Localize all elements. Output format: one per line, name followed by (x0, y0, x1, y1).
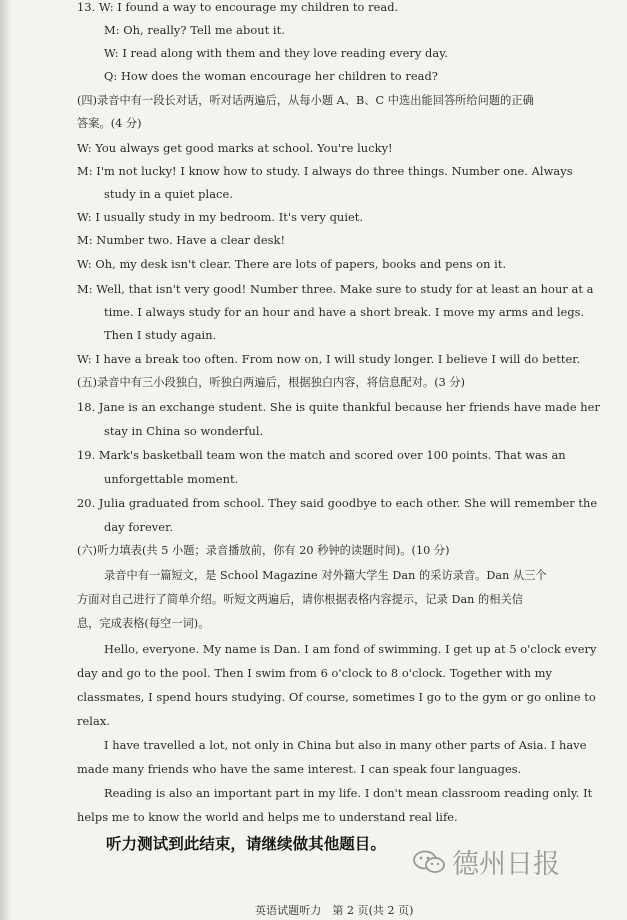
dialogue-line: study in a quiet place. (104, 187, 233, 201)
monologue-line: 19. Mark's basketball team won the match and scored over 100 points. That was an (77, 448, 566, 462)
part6-instruction: (六)听力填表(共 5 小题；录音播放前，你有 20 秒钟的读题时间)。(10 分) (77, 544, 450, 557)
watermark (412, 842, 560, 881)
q13-question: Q: How does the woman encourage her children to read? (104, 69, 438, 83)
dialogue-line: W: I usually study in my bedroom. It's very quiet. (77, 210, 364, 224)
part4-instruction-cont: 答案。(4 分) (77, 117, 142, 130)
q13-man-line: M: Oh, really? Tell me about it. (104, 23, 285, 37)
monologue-line: day forever. (104, 520, 173, 534)
passage-line: classmates, I spend hours studying. Of course, sometimes I go to the gym or go online to (77, 690, 596, 704)
passage-line: made many friends who have the same interest. I can speak four languages. (77, 762, 522, 776)
part5-instruction: (五)录音中有三小段独白，听独白两遍后，根据独白内容，将信息配对。(3 分) (77, 376, 466, 389)
monologue-line: stay in China so wonderful. (104, 424, 264, 438)
dialogue-line: W: Oh, my desk isn't clear. There are lots of papers, books and pens on it. (77, 257, 507, 271)
monologue-line: unforgettable moment. (104, 472, 239, 486)
dialogue-line: Then I study again. (104, 328, 217, 342)
end-notice: 听力测试到此结束，请继续做其他题目。 (106, 834, 386, 853)
passage-line: Hello, everyone. My name is Dan. I am fond of swimming. I get up at 5 o'clock every (104, 642, 597, 656)
passage-line: Reading is also an important part in my life. I don't mean classroom reading only. It (104, 786, 593, 800)
dialogue-line: W: I have a break too often. From now on, I will study longer. I believe I will do better. (77, 352, 581, 366)
dialogue-line: time. I always study for an hour and have a short break. I move my arms and legs. (104, 305, 585, 319)
dialogue-line: M: I'm not lucky! I know how to study. I always do three things. Number one. Always (77, 164, 573, 178)
q13-woman-line: 13. W: I found a way to encourage my children to read. (77, 0, 399, 14)
q13-woman-line-2: W: I read along with them and they love reading every day. (104, 46, 448, 60)
dialogue-line: M: Well, that isn't very good! Number three. Make sure to study for at least an hour at a (77, 282, 594, 296)
part6-intro-line: 息，完成表格(每空一词)。 (77, 617, 210, 630)
monologue-line: 20. Julia graduated from school. They said goodbye to each other. She will remember the (77, 496, 598, 510)
page-footer: 英语试题听力 第 2 页(共 2 页) (255, 904, 414, 917)
part6-intro-line: 方面对自己进行了简单介绍。听短文两遍后，请你根据表格内容提示，记录 Dan 的相关信 (77, 593, 523, 606)
watermark-text: 德州日报 (452, 849, 560, 880)
dialogue-line: M: Number two. Have a clear desk! (77, 233, 286, 247)
passage-line: relax. (77, 714, 110, 728)
passage-line: helps me to know the world and helps me to understand real life. (77, 810, 458, 824)
part6-intro-line: 录音中有一篇短文，是 School Magazine 对外籍大学生 Dan 的采访录音。Dan 从三个 (104, 569, 547, 582)
monologue-line: 18. Jane is an exchange student. She is quite thankful because her friends have made her (77, 400, 600, 414)
wechat-icon (412, 849, 446, 875)
passage-line: I have travelled a lot, not only in China but also in many other parts of Asia. I have (104, 738, 587, 752)
dialogue-line: W: You always get good marks at school. You're lucky! (77, 141, 393, 155)
part4-instruction: (四)录音中有一段长对话，听对话两遍后，从每小题 A、B、C 中选出能回答所给问题的正确 (77, 94, 534, 107)
passage-line: day and go to the pool. Then I swim from 6 o'clock to 8 o'clock. Together with my (77, 666, 553, 680)
